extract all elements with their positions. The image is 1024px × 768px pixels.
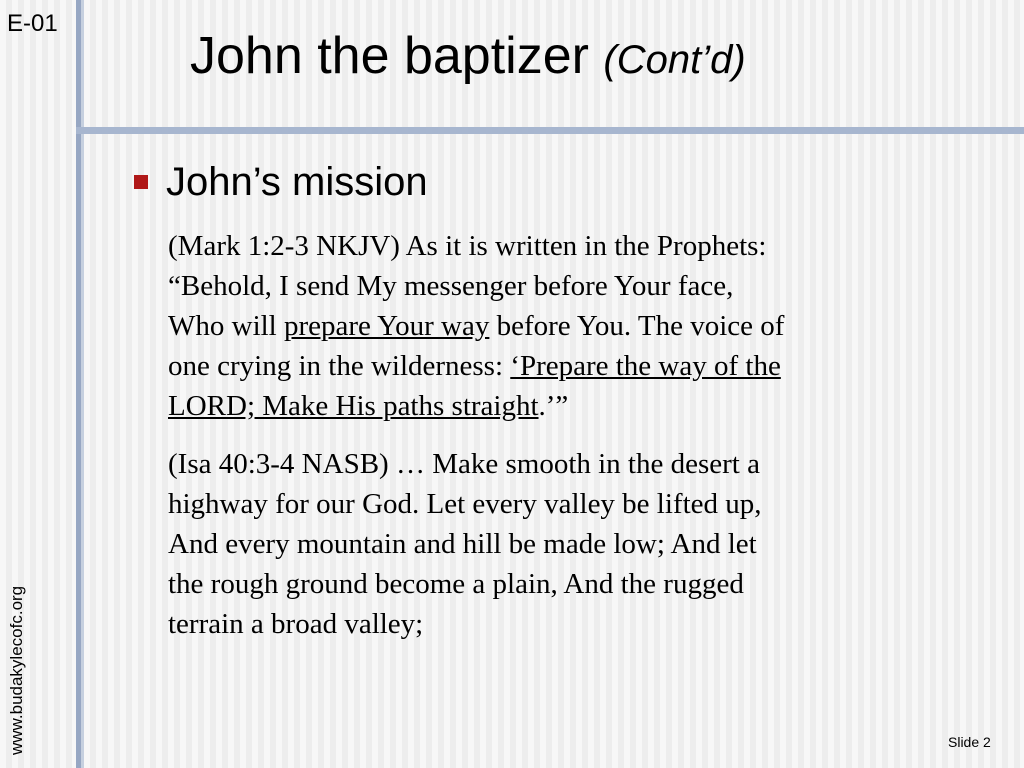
square-bullet-icon (134, 175, 148, 189)
passage-line: highway for our God. Let every valley be lifted up, (168, 488, 762, 520)
scripture-passage-isaiah (168, 444, 968, 644)
passage-line: (Mark 1:2-3 NKJV) As it is written in the Prophets: (168, 230, 767, 262)
bullet-heading: John’s mission (166, 160, 428, 204)
passage-text: .’” (538, 390, 569, 422)
passage-line: terrain a broad valley; (168, 608, 424, 640)
passage-line: “Behold, I send My messenger before Your face, (168, 270, 734, 302)
page-title (190, 28, 746, 85)
scripture-passage-mark (168, 226, 968, 426)
underlined-phrase: LORD; Make His paths straight (168, 390, 539, 422)
underlined-phrase: prepare Your way (284, 310, 490, 342)
slide-number: Slide 2 (948, 734, 991, 750)
passage-text: Who will (168, 310, 284, 342)
passage-line: (Isa 40:3-4 NASB) … Make smooth in the desert a (168, 448, 760, 480)
bullet-item (134, 158, 428, 206)
title-main: John the baptizer (190, 27, 589, 85)
underlined-phrase: ‘Prepare the way of the (510, 350, 781, 382)
vertical-rule-highlight (81, 0, 84, 768)
side-url: www.budakylecofc.org (7, 585, 26, 755)
title-suffix: (Cont’d) (603, 38, 746, 82)
passage-line: the rough ground become a plain, And the rugged (168, 568, 744, 600)
passage-text: before You. The voice of (489, 310, 785, 342)
passage-text: one crying in the wilderness: (168, 350, 511, 382)
title-underline-rule (76, 127, 1024, 134)
slide-code: E-01 (7, 10, 58, 37)
passage-line: And every mountain and hill be made low; And let (168, 528, 757, 560)
